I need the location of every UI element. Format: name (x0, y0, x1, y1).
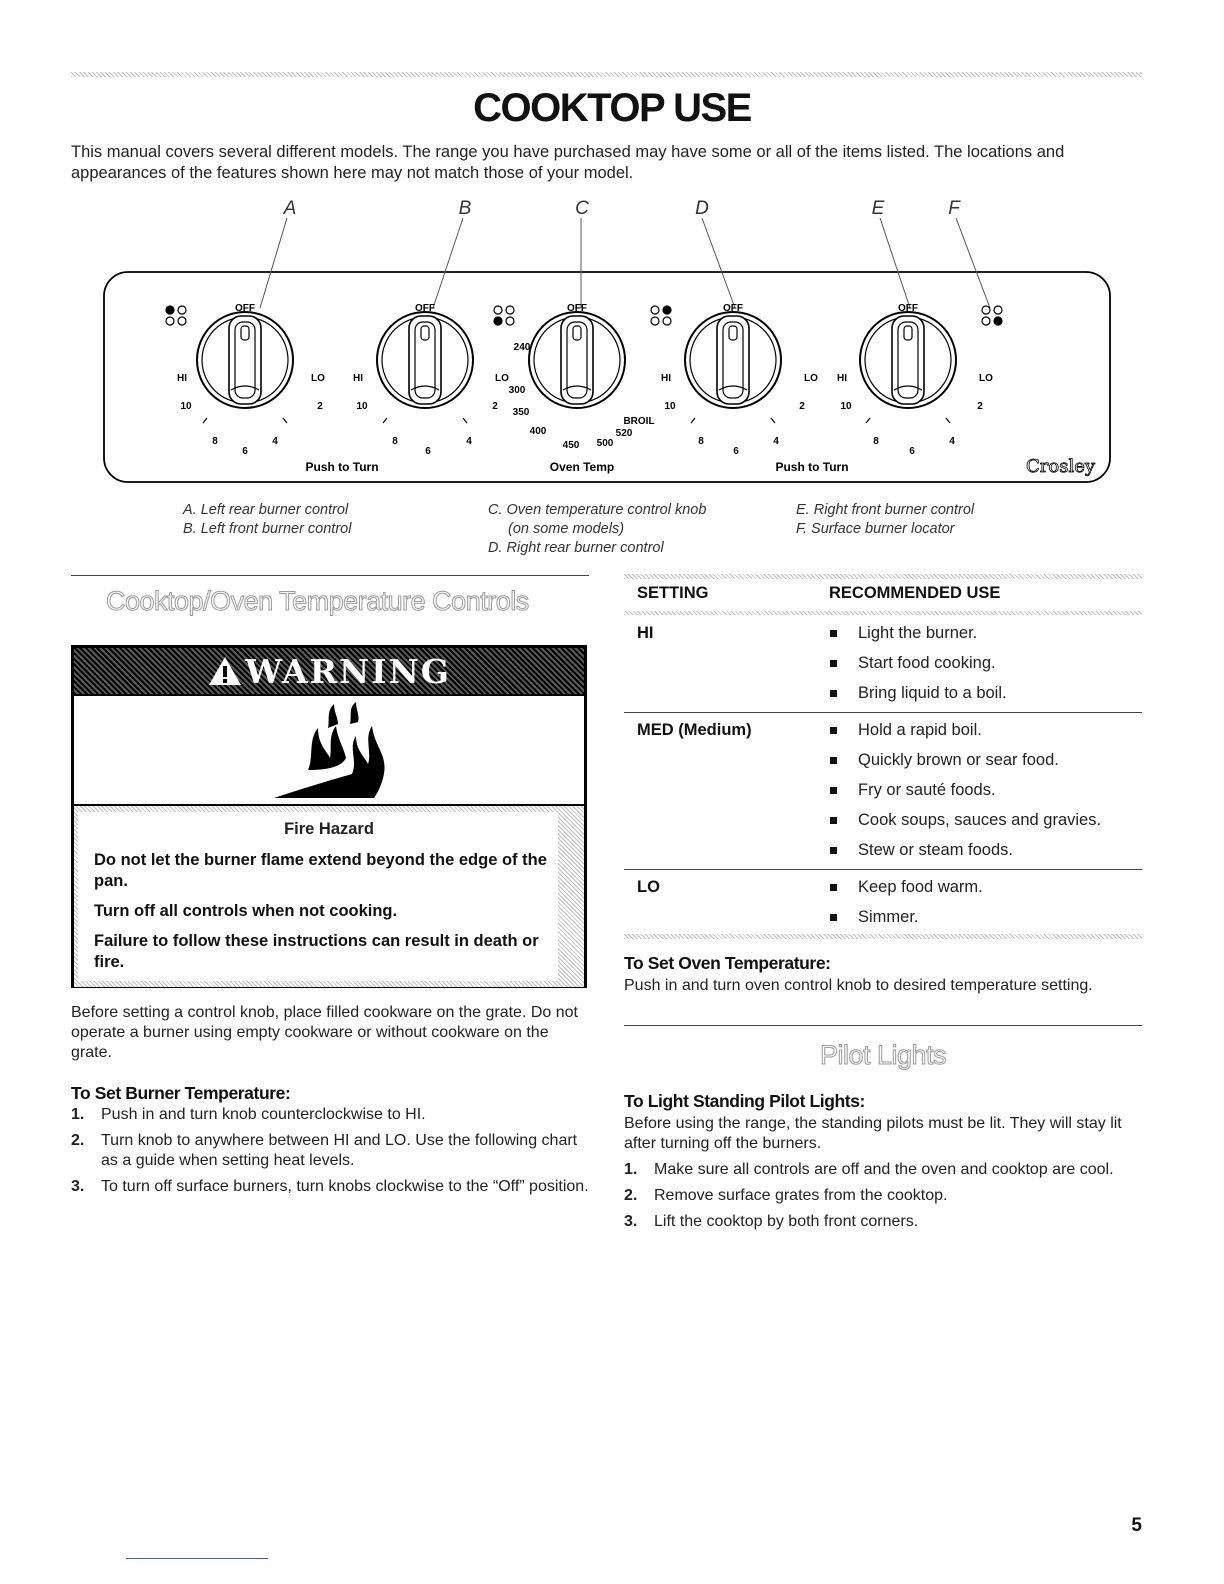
row-divider (624, 869, 1142, 870)
pilot-section-rule (624, 1025, 1142, 1026)
caption-c-note: (on some models) (508, 521, 625, 537)
list-item: Stew or steam foods. (829, 840, 1101, 870)
knob-d-hi: HI (661, 373, 671, 384)
brand-logo: Crosley (1026, 456, 1096, 477)
oven-temp-label: Oven Temp (549, 460, 615, 474)
table-row (624, 720, 1142, 870)
oven-450: 450 (562, 440, 580, 451)
caption-e: E. Right front burner control (796, 502, 975, 518)
knob-b-10: 10 (356, 401, 368, 412)
knob-c-off: OFF (567, 303, 587, 314)
list-item: 2. Turn knob to anywhere between HI and LO. Use the following chart as a guide when setting heat levels. (71, 1132, 578, 1169)
list-item: Start food cooking. (829, 653, 1007, 683)
caption-col-2 (488, 501, 768, 558)
knob-e-6: 6 (909, 446, 915, 457)
list-item: Keep food warm. (829, 877, 983, 907)
burner-steps (71, 1105, 589, 1203)
knob-b-lo: LO (495, 373, 509, 384)
caption-col-1 (183, 501, 463, 539)
knob-a-6: 6 (242, 446, 248, 457)
knob-d (685, 312, 781, 408)
list-item: 2. Remove surface grates from the cooktop. (624, 1187, 948, 1204)
table-header (624, 584, 1142, 608)
list-item: 3. Lift the cooktop by both front corners. (624, 1213, 919, 1230)
list-item: Quickly brown or sear food. (829, 750, 1101, 780)
knob-d-6: 6 (733, 446, 739, 457)
table-row (624, 876, 1142, 936)
knob-d-lo: LO (804, 373, 818, 384)
push-to-turn-right: Push to Turn (775, 460, 849, 474)
oven-520: 520 (615, 428, 633, 439)
footer-blue-rule (126, 1558, 268, 1559)
fire-icon (268, 698, 398, 806)
pilot-lights-heading: Pilot Lights (819, 1040, 947, 1070)
warning-banner-text: WARNING (245, 651, 451, 691)
caption-a: A. Left rear burner control (183, 502, 349, 518)
warning-icon-panel (74, 694, 584, 806)
knob-d-2: 2 (799, 401, 805, 412)
warning-line-1: Do not let the burner flame extend beyond the edge of the pan. (94, 851, 547, 890)
row-divider (624, 712, 1142, 713)
hazard-title: Fire Hazard (284, 820, 374, 838)
burner-temp-heading: To Set Burner Temperature: (71, 1083, 291, 1103)
knob-e-hi: HI (837, 373, 847, 384)
knob-a-off: OFF (235, 303, 255, 314)
knob-e-10: 10 (840, 401, 852, 412)
oven-300: 300 (508, 385, 526, 396)
cooktop-controls-heading: Cooktop/Oven Temperature Controls (106, 586, 529, 616)
setting-lo: LO (637, 878, 660, 896)
table-header-setting: SETTING (637, 584, 709, 602)
list-item: Light the burner. (829, 623, 1007, 653)
caption-f: F. Surface burner locator (796, 521, 955, 537)
list-item: Bring liquid to a boil. (829, 683, 1007, 713)
left-section-rule (71, 575, 589, 576)
knob-c (529, 312, 625, 408)
knob-d-4: 4 (773, 436, 779, 447)
table-top-rule (624, 574, 1142, 579)
knob-a-4: 4 (272, 436, 278, 447)
knob-d-8: 8 (698, 436, 704, 447)
top-rule (71, 72, 1142, 77)
oven-350: 350 (512, 407, 530, 418)
pilot-heading: To Light Standing Pilot Lights: (624, 1091, 865, 1111)
knob-e (860, 312, 956, 408)
knob-a-hi: HI (177, 373, 187, 384)
knob-b-4: 4 (466, 436, 472, 447)
caption-c: C. Oven temperature control knob (488, 502, 707, 518)
knob-d-10: 10 (664, 401, 676, 412)
knob-a-2: 2 (317, 401, 323, 412)
knob-a (197, 312, 293, 408)
callout-c: C (575, 198, 589, 219)
knob-a-lo: LO (311, 373, 325, 384)
alert-triangle-icon (207, 655, 243, 687)
callout-b: B (458, 198, 472, 219)
push-to-turn-left: Push to Turn (305, 460, 379, 474)
callout-a: A (283, 198, 297, 219)
table-header-recommended-use: RECOMMENDED USE (829, 584, 1001, 602)
knob-b (377, 312, 473, 408)
warning-text (94, 820, 564, 982)
list-item: 3. To turn off surface burners, turn knobs clockwise to the “Off” position. (71, 1178, 589, 1195)
intro-paragraph: This manual covers several different models. The range you have purchased may have some or all of the items listed. The locations and appearances of the features shown here may not match those of your model. (71, 143, 1065, 182)
warning-line-3: Failure to follow these instructions can result in death or fire. (94, 932, 539, 971)
callout-e: E (871, 198, 885, 219)
knob-a-10: 10 (180, 401, 192, 412)
list-item: 1. Make sure all controls are off and the oven and cooktop are cool. (624, 1161, 1114, 1178)
table-row (624, 622, 1142, 712)
knob-a-8: 8 (212, 436, 218, 447)
pilot-intro-text: Before using the range, the standing pilots must be lit. They will stay lit after turning off the burners. (624, 1115, 1122, 1152)
warning-banner-content (74, 648, 584, 694)
knob-d-off: OFF (723, 303, 743, 314)
uses-med (829, 720, 1101, 870)
caption-col-3 (796, 501, 1096, 539)
knob-b-6: 6 (425, 446, 431, 457)
setting-med: MED (Medium) (637, 721, 752, 739)
list-item: 1. Push in and turn knob counterclockwise to HI. (71, 1106, 426, 1123)
knob-e-off: OFF (898, 303, 918, 314)
knob-e-4: 4 (949, 436, 955, 447)
oven-240: 240 (513, 342, 531, 353)
knob-b-8: 8 (392, 436, 398, 447)
callout-d: D (695, 198, 709, 219)
list-item: Fry or sauté foods. (829, 780, 1101, 810)
oven-broil: BROIL (623, 416, 655, 427)
page-number: 5 (1131, 1515, 1142, 1536)
oven-temp-heading: To Set Oven Temperature: (624, 953, 831, 973)
pilot-steps (624, 1160, 1142, 1238)
oven-400: 400 (529, 426, 547, 437)
list-item: Hold a rapid boil. (829, 720, 1101, 750)
setting-hi: HI (637, 624, 654, 642)
knob-e-8: 8 (873, 436, 879, 447)
before-setting-text: Before setting a control knob, place filled cookware on the grate. Do not operate a burner using empty cookware or without cookware on the grate. (71, 1004, 578, 1061)
knob-b-hi: HI (353, 373, 363, 384)
caption-b: B. Left front burner control (183, 521, 352, 537)
knob-e-lo: LO (979, 373, 993, 384)
oven-temp-text: Push in and turn oven control knob to desired temperature setting. (624, 977, 1093, 994)
page-title: COOKTOP USE (473, 86, 751, 130)
control-panel-diagram (90, 190, 1130, 500)
table-bottom-rule (624, 934, 1142, 939)
knob-b-2: 2 (492, 401, 498, 412)
list-item: Cook soups, sauces and gravies. (829, 810, 1101, 840)
uses-lo (829, 877, 983, 937)
warning-line-2: Turn off all controls when not cooking. (94, 902, 398, 920)
oven-500: 500 (596, 438, 614, 449)
callout-f: F (948, 198, 960, 219)
control-panel-svg (90, 190, 1130, 500)
uses-hi (829, 623, 1007, 713)
knob-e-2: 2 (977, 401, 983, 412)
list-item: Simmer. (829, 907, 983, 937)
table-header-rule (624, 611, 1142, 615)
knob-b-off: OFF (415, 303, 435, 314)
caption-d: D. Right rear burner control (488, 540, 664, 556)
